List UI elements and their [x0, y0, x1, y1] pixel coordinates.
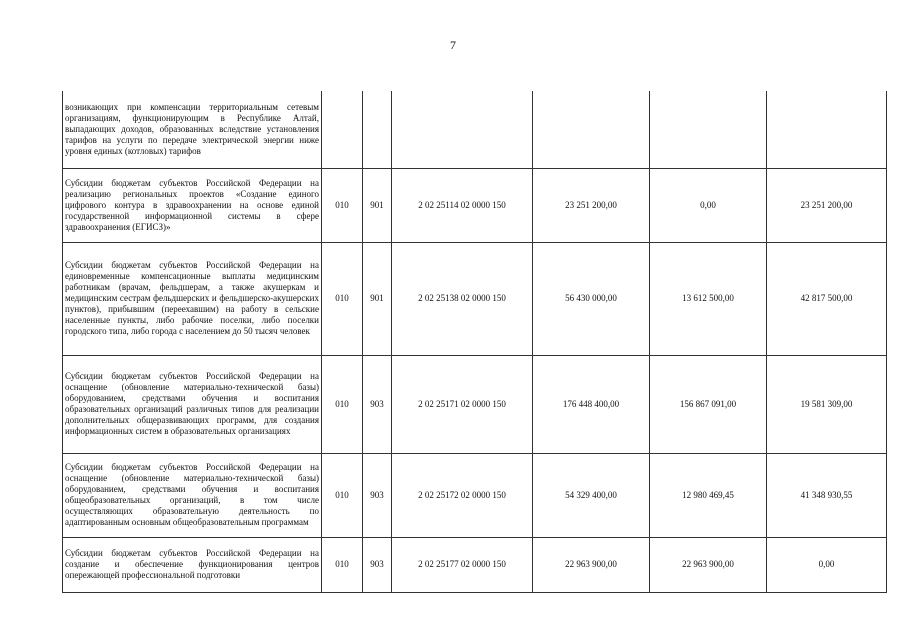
chapter-code: 010: [322, 537, 363, 592]
table-row: [63, 168, 887, 242]
amount-remaining: 42 817 500,00: [767, 242, 887, 355]
chapter-code: 010: [322, 168, 363, 242]
admin-code: 901: [363, 168, 392, 242]
amount-approved: 22 963 900,00: [533, 537, 650, 592]
table-row: [63, 537, 887, 592]
revenue-code: 2 02 25177 02 0000 150: [392, 537, 533, 592]
table-row: [63, 453, 887, 537]
amount-remaining: 41 348 930,55: [767, 453, 887, 537]
page-number: 7: [450, 38, 456, 52]
admin-code: 903: [363, 453, 392, 537]
amount-executed: [650, 91, 767, 168]
amount-remaining: 19 581 309,00: [767, 355, 887, 453]
amount-remaining: 23 251 200,00: [767, 168, 887, 242]
revenue-code: [392, 91, 533, 168]
amount-executed: 0,00: [650, 168, 767, 242]
amount-executed: 13 612 500,00: [650, 242, 767, 355]
revenue-code: 2 02 25172 02 0000 150: [392, 453, 533, 537]
chapter-code: 010: [322, 355, 363, 453]
amount-executed: 22 963 900,00: [650, 537, 767, 592]
admin-code: [363, 91, 392, 168]
amount-executed: 156 867 091,00: [650, 355, 767, 453]
admin-code: 903: [363, 355, 392, 453]
amount-approved: 176 448 400,00: [533, 355, 650, 453]
amount-executed: 12 980 469,45: [650, 453, 767, 537]
table-row: [63, 355, 887, 453]
row-description: Субсидии бюджетам субъектов Российской Федерации на создание и обеспечение функционирования центров опережающей профессиональной подготовки: [63, 537, 322, 592]
chapter-code: [322, 91, 363, 168]
amount-approved: 56 430 000,00: [533, 242, 650, 355]
chapter-code: 010: [322, 242, 363, 355]
admin-code: 903: [363, 537, 392, 592]
revenue-code: 2 02 25138 02 0000 150: [392, 242, 533, 355]
amount-remaining: [767, 91, 887, 168]
amount-approved: 54 329 400,00: [533, 453, 650, 537]
amount-approved: [533, 91, 650, 168]
table-body: [63, 91, 887, 592]
admin-code: 901: [363, 242, 392, 355]
table-row: [63, 242, 887, 355]
row-description: Субсидии бюджетам субъектов Российской Федерации на оснащение (обновление материально-технической базы) оборудованием, средствами обучения и воспитания образовательных организаций различных типов для реализации дополнительных общеразвивающих программ, для создания информационных систем в образовательных организациях: [63, 355, 322, 453]
row-description: Субсидии бюджетам субъектов Российской Федерации на реализацию региональных проектов «Создание единого цифрового контура в здравоохранении на основе единой государственной информационной системы в сфере здравоохранения (ЕГИСЗ)»: [63, 168, 322, 242]
budget-table: [62, 91, 887, 593]
amount-approved: 23 251 200,00: [533, 168, 650, 242]
row-description: Субсидии бюджетам субъектов Российской Федерации на единовременные компенсационные выплаты медицинским работникам (врачам, фельдшерам, а также акушеркам и медицинским сестрам фельдшерских и фельдшерско-акушерских пунктов), прибывшим (переехавшим) на работу в сельские населенные пункты, либо рабочие поселки, либо поселки городского типа, либо города с населением до 50 тысяч человек: [63, 242, 322, 355]
row-description: возникающих при компенсации территориальным сетевым организациям, функционирующим в Республике Алтай, выпадающих доходов, образованных вследствие установления тарифов на услуги по передаче электрической энергии ниже уровня единых (котловых) тарифов: [63, 91, 322, 168]
row-description: Субсидии бюджетам субъектов Российской Федерации на оснащение (обновление материально-технической базы) оборудованием, средствами обучения и воспитания общеобразовательных организаций, в том числе осуществляющих образовательную деятельность по адаптированным основным общеобразовательным программам: [63, 453, 322, 537]
revenue-code: 2 02 25171 02 0000 150: [392, 355, 533, 453]
table-row: [63, 91, 887, 168]
chapter-code: 010: [322, 453, 363, 537]
amount-remaining: 0,00: [767, 537, 887, 592]
revenue-code: 2 02 25114 02 0000 150: [392, 168, 533, 242]
